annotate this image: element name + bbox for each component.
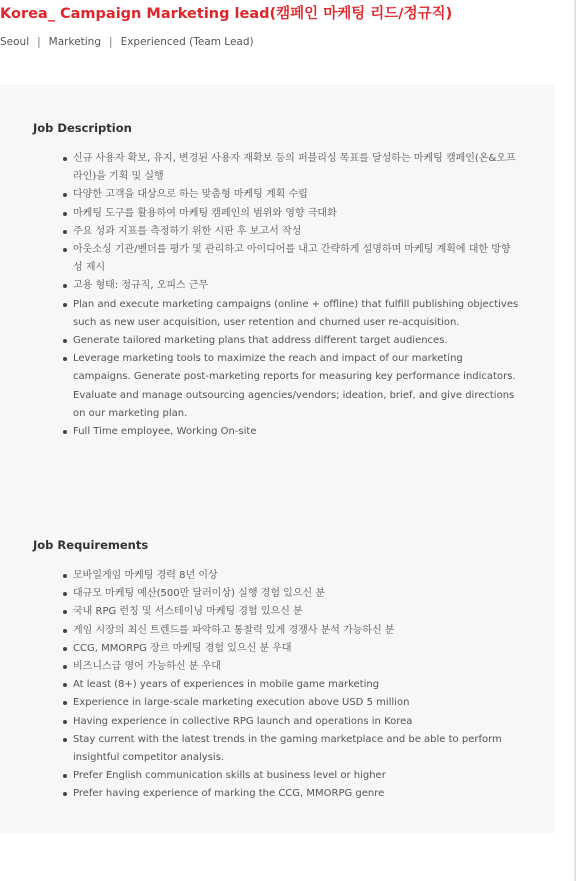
job-description-list bbox=[73, 150, 519, 441]
list-item: 비즈니스급 영어 가능하신 분 우대 bbox=[73, 658, 519, 676]
meta-separator: | bbox=[109, 36, 113, 48]
meta-separator: | bbox=[37, 36, 41, 48]
list-item: 모바일게임 마케팅 경력 8년 이상 bbox=[73, 567, 519, 585]
list-item: Leverage marketing tools to maximize the reach and impact of our marketing campaigns. Generate post-marketing reports for measuring key performance indicators. Evaluate and manage outsourcing agencies/vendors; ideation, brief, and give directions on our marketing plan. bbox=[73, 350, 519, 423]
list-item: 고용 형태: 정규직, 오피스 근무 bbox=[73, 277, 519, 295]
list-item: Plan and execute marketing campaigns (online + offline) that fulfill publishing objectives such as new user acquisition, user retention and churned user re-acquisition. bbox=[73, 296, 519, 332]
list-item: 신규 사용자 확보, 유지, 변경된 사용자 재확보 등의 퍼블리싱 목표를 달성하는 마케팅 캠페인(온&오프라인)을 기획 및 실행 bbox=[73, 150, 519, 186]
job-requirements-list bbox=[73, 567, 519, 804]
list-item: Experience in large-scale marketing execution above USD 5 million bbox=[73, 694, 519, 712]
list-item: 아웃소싱 기관/벤더를 평가 및 관리하고 아이디어를 내고 간략하게 설명하며 마케팅 계획에 대한 방향성 제시 bbox=[73, 241, 519, 277]
list-item: 마케팅 도구를 활용하여 마케팅 캠페인의 범위와 영향 극대화 bbox=[73, 205, 519, 223]
list-item: 국내 RPG 런칭 및 서스테이닝 마케팅 경험 있으신 분 bbox=[73, 603, 519, 621]
list-item: 주요 성과 지표를 측정하기 위한 시판 후 보고서 작성 bbox=[73, 223, 519, 241]
list-item: Prefer English communication skills at business level or higher bbox=[73, 767, 519, 785]
job-requirements-heading: Job Requirements bbox=[33, 538, 149, 552]
list-item: At least (8+) years of experiences in mobile game marketing bbox=[73, 676, 519, 694]
list-item: Prefer having experience of marking the CCG, MMORPG genre bbox=[73, 785, 519, 803]
list-item: 다양한 고객을 대상으로 하는 맞춤형 마케팅 계획 수립 bbox=[73, 186, 519, 204]
list-item: 대규모 마케팅 예산(500만 달러이상) 실행 경험 있으신 분 bbox=[73, 585, 519, 603]
job-title: Korea_ Campaign Marketing lead(캠페인 마케팅 리드/정규직) bbox=[0, 6, 453, 22]
job-level: Experienced (Team Lead) bbox=[120, 36, 254, 48]
job-details-panel bbox=[0, 84, 555, 833]
list-item: Full Time employee, Working On-site bbox=[73, 423, 519, 441]
job-meta bbox=[0, 34, 254, 50]
list-item: Generate tailored marketing plans that address different target audiences. bbox=[73, 332, 519, 350]
list-item: Stay current with the latest trends in the gaming marketplace and be able to perform insightful competitor analysis. bbox=[73, 731, 519, 767]
list-item: CCG, MMORPG 장르 마케팅 경험 있으신 분 우대 bbox=[73, 640, 519, 658]
list-item: 게임 시장의 최신 트렌드를 파악하고 통찰력 있게 경쟁사 분석 가능하신 분 bbox=[73, 622, 519, 640]
job-description-heading: Job Description bbox=[33, 121, 132, 135]
list-item: Having experience in collective RPG launch and operations in Korea bbox=[73, 713, 519, 731]
job-location: Seoul bbox=[0, 36, 30, 48]
job-department: Marketing bbox=[48, 36, 102, 48]
